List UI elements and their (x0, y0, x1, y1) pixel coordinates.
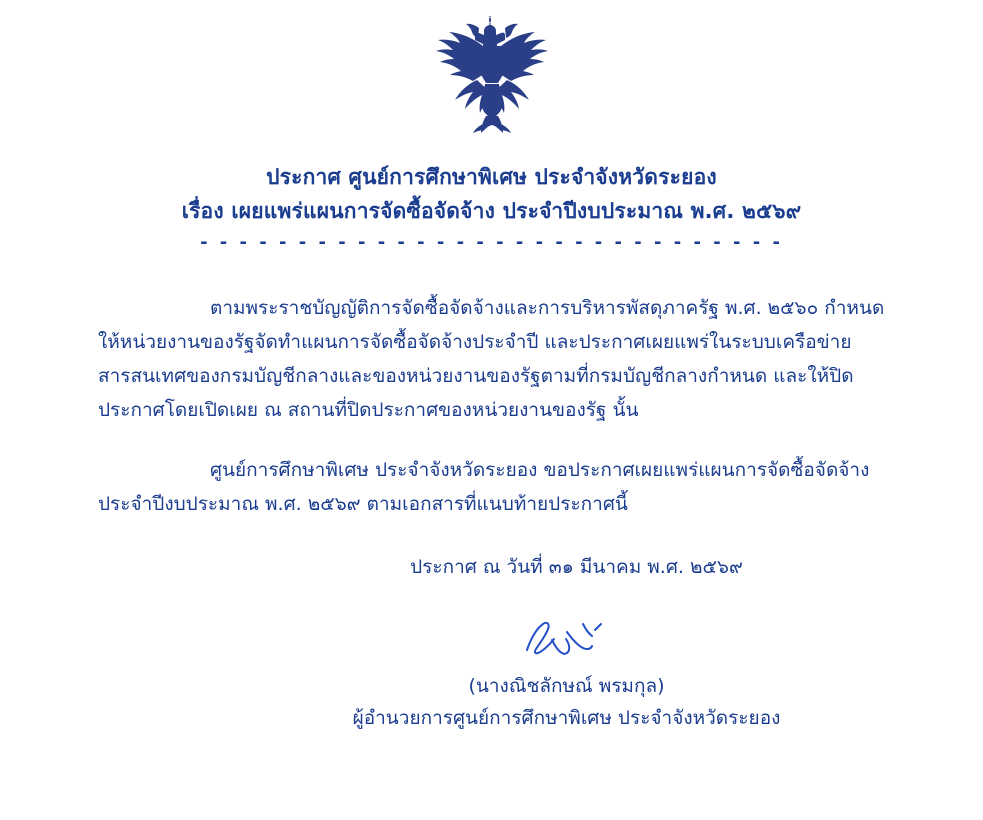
signature-block (0, 610, 983, 734)
emblem-container (0, 12, 983, 140)
document-body (98, 272, 898, 547)
header-line-2: เรื่อง เผยแพร่แผนการจัดซื้อจัดจ้าง ประจำปีงบประมาณ พ.ศ. ๒๕๖๙ (181, 199, 802, 223)
paragraph-2 (98, 453, 898, 521)
paragraph-1-text: ตามพระราชบัญญัติการจัดซื้อจัดจ้างและการบริหารพัสดุภาครัฐ พ.ศ. ๒๕๖๐ กำหนดให้หน่วยงานของรัฐจัดทำแผนการจัดซื้อจัดจ้างประจำปี และประกาศเผยแพร่ในระบบเครือข่ายสารสนเทศของกรมบัญชีกลางและของหน่วยงานของรัฐตามที่กรมบัญชีกลางกำหนด และให้ปิดประกาศโดยเปิดเผย ณ สถานที่ปิดประกาศของหน่วยงานของรัฐ นั้น (98, 297, 885, 421)
signer-name: (นางณิชลักษณ์ พรมกุล) (468, 675, 665, 697)
paragraph-2-text: ศูนย์การศึกษาพิเศษ ประจำจังหวัดระยอง ขอประกาศเผยแพร่แผนการจัดซื้อจัดจ้าง ประจำปีงบประมาณ พ.ศ. ๒๕๖๙ ตามเอกสารที่แนบท้ายประกาศนี้ (98, 459, 870, 515)
paragraph-1 (98, 291, 898, 427)
separator (0, 232, 983, 252)
document-header (0, 160, 983, 228)
signer-title: ผู้อำนวยการศูนย์การศึกษาพิเศษ ประจำจังหวัดระยอง (352, 707, 781, 729)
header-line-1: ประกาศ ศูนย์การศึกษาพิเศษ ประจำจังหวัดระยอง (266, 165, 717, 189)
signature-mark-icon (507, 610, 627, 668)
separator-dashes: - - - - - - - - - - - - - - - - - - - - - - - - - - - - - - (200, 231, 783, 253)
garuda-emblem-icon (417, 12, 567, 140)
dateline: ประกาศ ณ วันที่ ๓๑ มีนาคม พ.ศ. ๒๕๖๙ (410, 556, 743, 578)
